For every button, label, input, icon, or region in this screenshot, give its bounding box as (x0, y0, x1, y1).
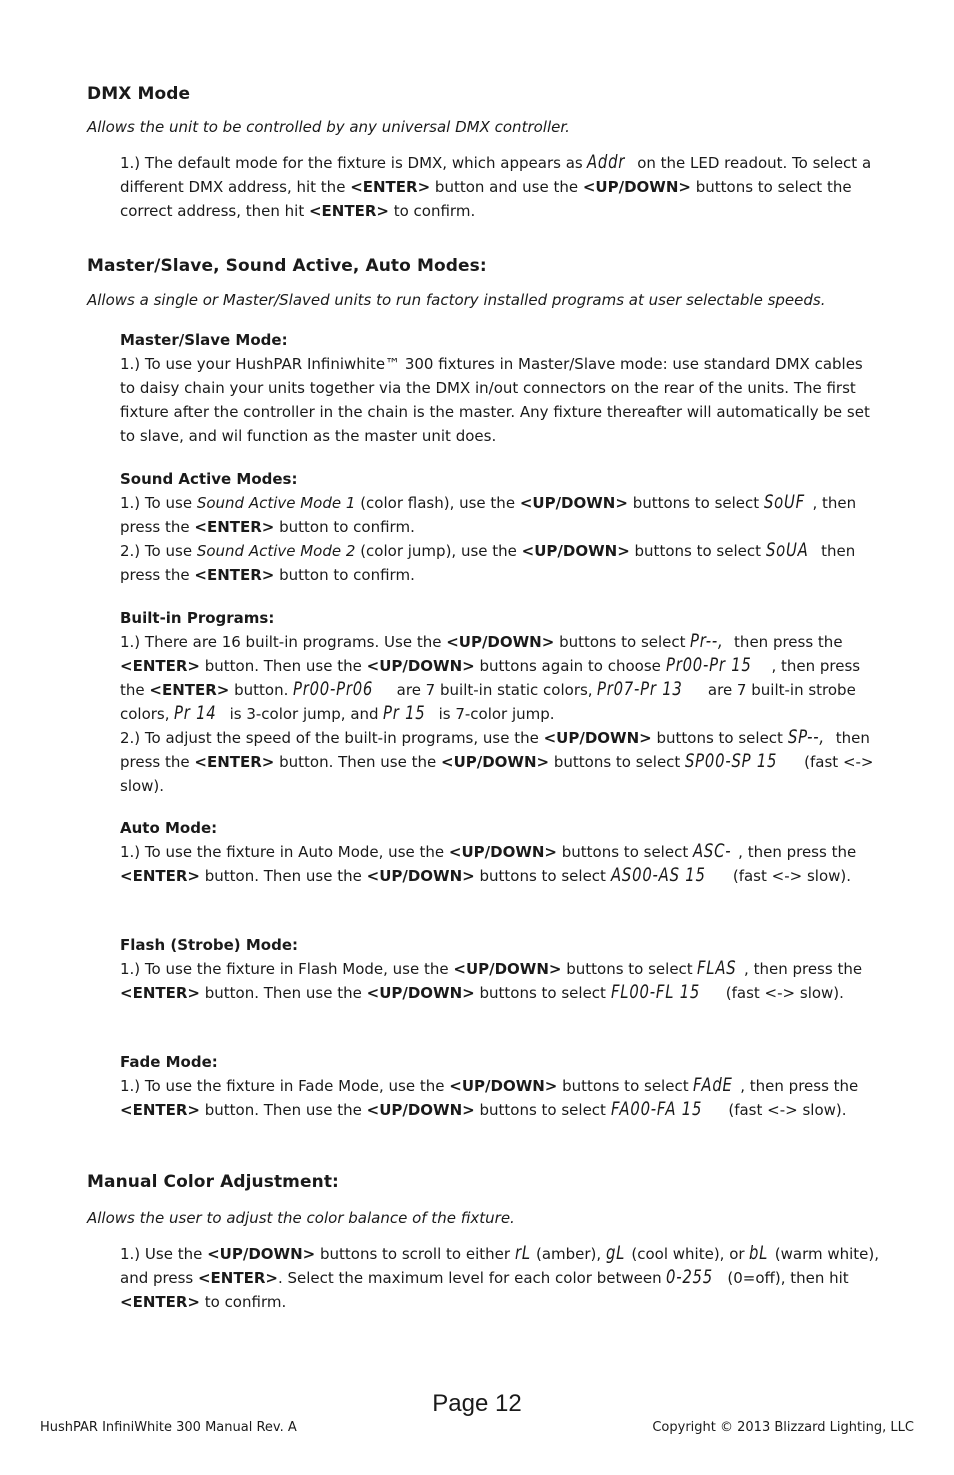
led-code: Pr00-Pr 15 (665, 654, 752, 676)
sound-mode-1: 1.) To use Sound Active Mode 1 (color flash), use the <UP/DOWN> buttons to select SoUF , then press the <ENTER> button to confirm. (120, 491, 857, 536)
auto-mode-section (120, 816, 880, 888)
fade-step-1: 1.) To use the fixture in Fade Mode, use the <UP/DOWN> buttons to select FAdE , then press the <ENTER> button. Then use the <UP/DOWN> buttons to select FA00-FA 15 (fast <-> slow). (120, 1074, 859, 1120)
dmx-paragraph: 1.) The default mode for the fixture is DMX, which appears as Addr on the LED readout. To select a different DMX address, hit the <ENTER> button and use the <UP/DOWN> buttons to select the correct address, then hit <ENTER> to confirm. (120, 151, 872, 220)
manual-paragraph: 1.) Use the <UP/DOWN> buttons to scroll to either rL (amber), gL (cool white), or bL (warm white), and press <ENTER>. Select the maximum level for each color between 0-255 (0=off), then hit <ENTER> to confirm. (120, 1242, 880, 1311)
led-code: Pr00-Pr06 (293, 678, 374, 700)
flash-mode-section (120, 933, 880, 1005)
builtin-programs-section (120, 606, 880, 798)
footer-title: HushPAR InfiniWhite 300 Manual Rev. A (40, 1420, 297, 1435)
led-code: FLAS (697, 957, 737, 979)
master-slave-title: Master/Slave Mode: (120, 331, 288, 349)
led-code: Pr07-Pr 13 (597, 678, 683, 700)
led-code: AS00-AS 15 (610, 864, 706, 886)
led-code: Pr--, (690, 630, 724, 652)
led-code: FA00-FA 15 (610, 1098, 702, 1120)
fade-title: Fade Mode: (120, 1053, 218, 1071)
led-code: gL (605, 1242, 626, 1264)
sound-mode-2: 2.) To use Sound Active Mode 2 (color jump), use the <UP/DOWN> buttons to select SoUA then press the <ENTER> button to confirm. (120, 539, 856, 584)
flash-title: Flash (Strobe) Mode: (120, 936, 299, 954)
led-code: FAdE (693, 1074, 734, 1096)
led-code: FL00-FL 15 (610, 981, 700, 1003)
master-slave-section (120, 328, 880, 448)
led-code: bL (749, 1242, 769, 1264)
builtin-step-1: 1.) There are 16 built-in programs. Use the <UP/DOWN> buttons to select Pr--, then press the <ENTER> button. Then use the <UP/DOWN> buttons again to choose Pr00-Pr 15 , then press the <ENTER> button. Pr00-Pr06 are 7 built-in static colors, Pr07-Pr 13 are 7 built-in strobe colors, Pr 14 is 3-color jump, and Pr 15 is 7-color jump. (120, 630, 861, 724)
page-number: Page 12 (432, 1390, 522, 1417)
flash-step-1: 1.) To use the fixture in Flash Mode, use the <UP/DOWN> buttons to select FLAS , then press the <ENTER> button. Then use the <UP/DOWN> buttons to select FL00-FL 15 (fast <-> slow). (120, 957, 863, 1003)
dmx-intro: Allows the unit to be controlled by any universal DMX controller. (87, 118, 570, 136)
led-code: Pr 15 (383, 702, 426, 724)
led-code: SoUF (763, 491, 805, 513)
led-code: ASC- (692, 840, 732, 862)
dmx-heading: DMX Mode (87, 84, 191, 104)
msa-heading: Master/Slave, Sound Active, Auto Modes: (87, 256, 487, 276)
master-slave-text: 1.) To use your HushPAR Infiniwhite™ 300 fixtures in Master/Slave mode: use standard DMX cables to daisy chain your units together via the DMX in/out connectors on the rear of the units. The first fixture after the controller in the chain is the master. Any fixture thereafter will automatically be set to slave, and wil function as the master unit does. (120, 355, 870, 445)
msa-intro: Allows a single or Master/Slaved units to run factory installed programs at user selectable speeds. (87, 291, 826, 309)
led-code: Addr (587, 151, 626, 173)
manual-intro: Allows the user to adjust the color balance of the fixture. (87, 1209, 515, 1227)
auto-title: Auto Mode: (120, 819, 218, 837)
led-code: SP--, (787, 726, 825, 748)
builtin-step-2: 2.) To adjust the speed of the built-in programs, use the <UP/DOWN> buttons to select SP--, then press the <ENTER> button. Then use the <UP/DOWN> buttons to select SP00-SP 15 (fast <-> slow). (120, 726, 874, 795)
sound-active-section (120, 467, 880, 587)
led-code: SP00-SP 15 (685, 750, 778, 772)
fade-mode-section (120, 1050, 880, 1122)
footer-copyright: Copyright © 2013 Blizzard Lighting, LLC (652, 1420, 914, 1435)
led-code: Pr 14 (174, 702, 217, 724)
builtin-title: Built-in Programs: (120, 609, 275, 627)
manual-heading: Manual Color Adjustment: (87, 1172, 339, 1192)
sound-active-title: Sound Active Modes: (120, 470, 298, 488)
auto-step-1: 1.) To use the fixture in Auto Mode, use the <UP/DOWN> buttons to select ASC- , then press the <ENTER> button. Then use the <UP/DOWN> buttons to select AS00-AS 15 (fast <-> slow). (120, 840, 857, 886)
led-code: SoUA (765, 539, 809, 561)
led-code: 0-255 (666, 1266, 714, 1288)
led-code: rL (514, 1242, 531, 1264)
